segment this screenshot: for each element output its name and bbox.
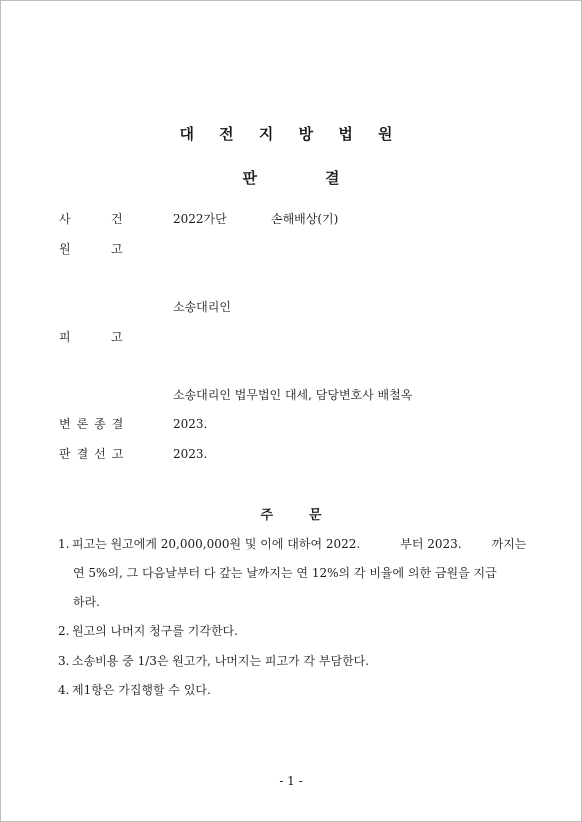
order-item-1-line2: 연 5%의, 그 다음날부터 다 갚는 날까지는 연 12%의 각 비율에 의한 금원을 지급 [73, 566, 497, 580]
document-page: 대 전 지 방 법 원 판 결 사 건 2022가단 손해배상(기) 원 고 소송대리인 피 고 소송대리인 법무법인 대세, 담당변호사 배철옥 변론종결 2023. 판결선고 2023. 주 문 1. 피고는 원고에게 20,000,000원 및 이에 대하여 2022. 부터 2023. 까지는 연 5%의, 그 다음날부터 다 갚는 날까지는 연 12%의 각 비율에 의한 금원을 지급 하라. 2. 원고의 나머지 청구를 기각한다. 3. 소송비용 중 1/3은 원고가, 나머지는 피고가 각 부담한다. 4. 제1항은 가집행할 수 있다. - 1 - [0, 0, 582, 822]
order-item-number: 1. [58, 537, 70, 551]
ruling-label: 판결선고 [59, 447, 130, 461]
case-number: 2022가단 [173, 212, 227, 226]
document-title [1, 167, 581, 188]
order-item-number: 2. [58, 624, 70, 638]
document-title-part1: 판 [242, 169, 257, 187]
plaintiff-counsel: 소송대리인 [173, 300, 231, 314]
closing-label: 변론종결 [59, 417, 130, 431]
defendant-counsel: 소송대리인 법무법인 대세, 담당변호사 배철옥 [173, 388, 413, 402]
order-item-1-line3: 하라. [73, 595, 100, 609]
order-title-part2: 문 [309, 508, 322, 523]
order-item-number: 4. [58, 683, 70, 697]
order-item-text: 까지는 [491, 537, 527, 551]
order-item-text: 피고는 원고에게 20,000,000원 및 이에 대하여 2022. [72, 537, 361, 551]
order-item-text: 원고의 나머지 청구를 기각한다. [72, 624, 238, 638]
document-title-part2: 결 [325, 169, 340, 187]
ruling-date: 2023. [173, 447, 208, 461]
case-name: 손해배상(기) [271, 212, 339, 226]
order-item-text: 소송비용 중 1/3은 원고가, 나머지는 피고가 각 부담한다. [72, 654, 370, 668]
closing-date: 2023. [173, 417, 208, 431]
order-title-part1: 주 [260, 508, 273, 523]
court-name: 대 전 지 방 법 원 [179, 125, 403, 143]
order-item-text: 부터 2023. [400, 537, 462, 551]
order-item-number: 3. [58, 654, 70, 668]
order-title [1, 504, 581, 523]
page-number: - 1 - [279, 774, 303, 788]
order-item-text: 제1항은 가집행할 수 있다. [72, 683, 211, 697]
